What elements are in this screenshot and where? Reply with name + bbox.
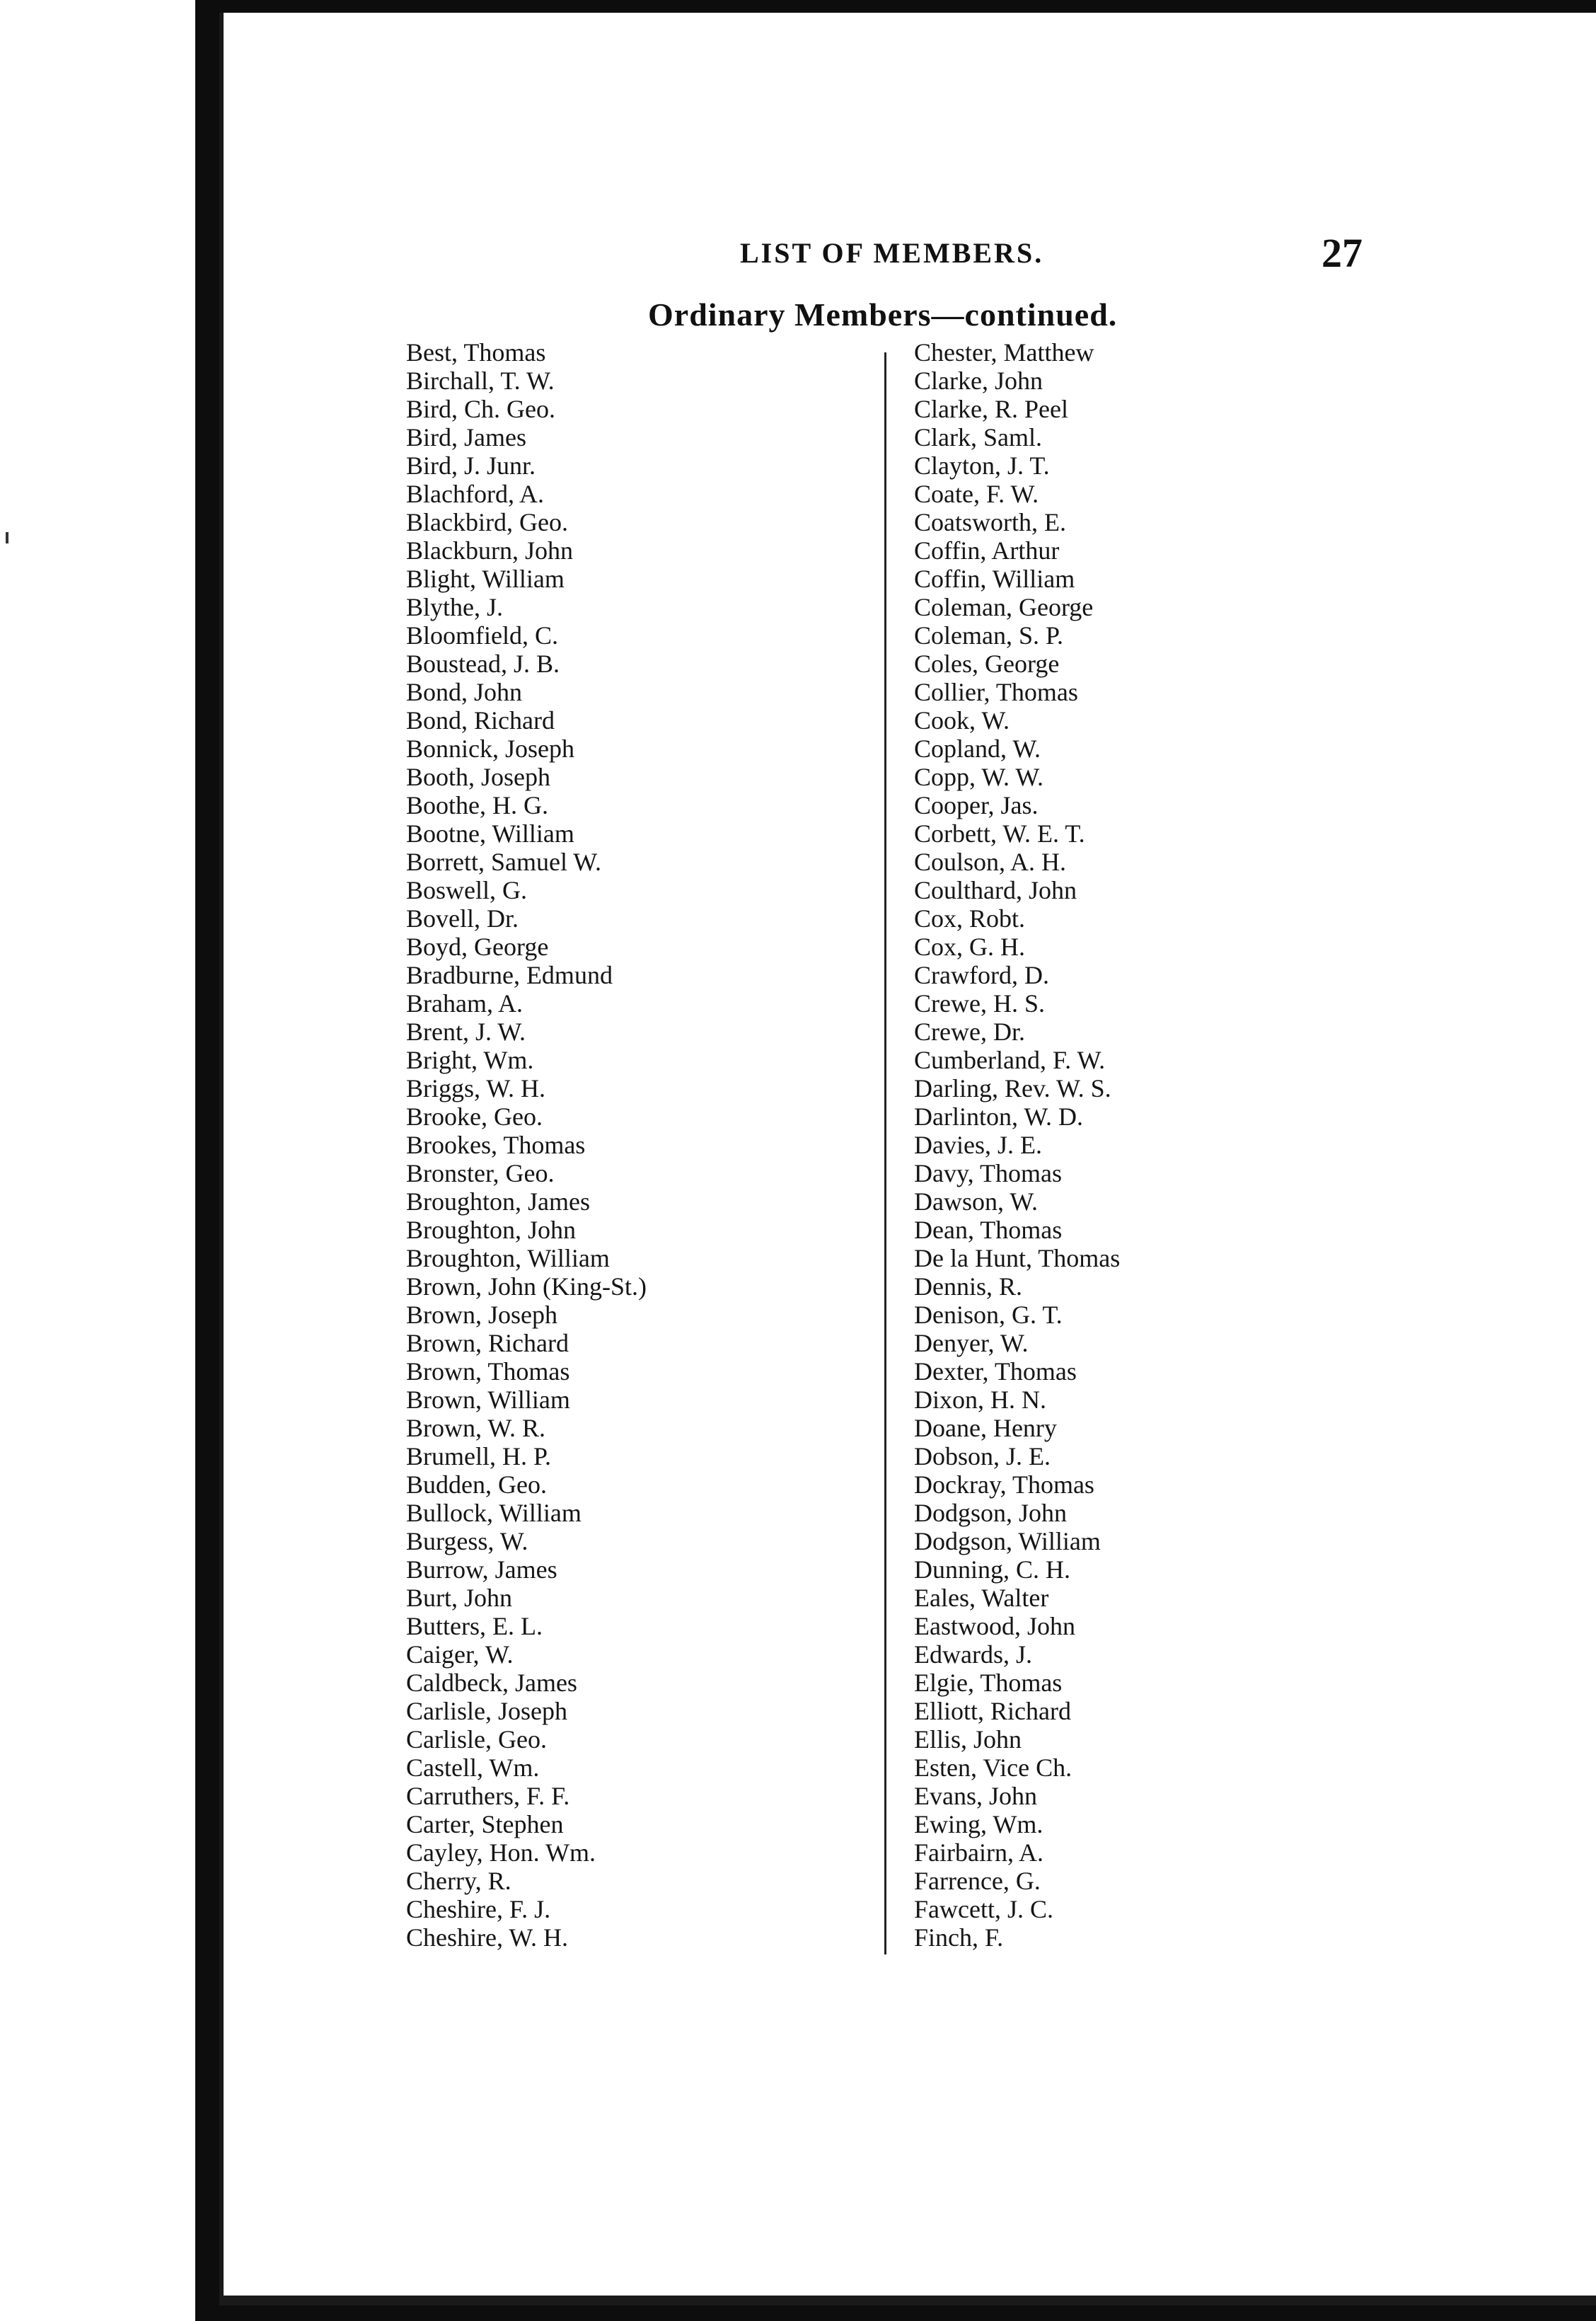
member-entry: Brown, Richard bbox=[406, 1329, 569, 1357]
member-entry: Bird, Ch. Geo. bbox=[406, 395, 555, 423]
member-entry: Davy, Thomas bbox=[914, 1159, 1062, 1187]
member-entry: Cumberland, F. W. bbox=[914, 1046, 1106, 1074]
member-entry: Brumell, H. P. bbox=[406, 1442, 552, 1470]
member-entry: Blackburn, John bbox=[406, 536, 573, 565]
member-entry: Dixon, H. N. bbox=[914, 1386, 1046, 1414]
member-entry: Bradburne, Edmund bbox=[406, 961, 613, 989]
member-entry: Cayley, Hon. Wm. bbox=[406, 1838, 596, 1867]
facing-page-mark bbox=[6, 532, 8, 543]
member-entry: Borrett, Samuel W. bbox=[406, 848, 601, 876]
member-entry: Bond, Richard bbox=[406, 706, 555, 735]
member-entry: Brown, John (King-St.) bbox=[406, 1272, 647, 1301]
member-entry: Clark, Saml. bbox=[914, 423, 1042, 451]
member-entry: Boyd, George bbox=[406, 933, 549, 961]
member-entry: Broughton, James bbox=[406, 1187, 590, 1216]
member-entry: Cox, Robt. bbox=[914, 904, 1026, 933]
member-entry: Copland, W. bbox=[914, 735, 1041, 763]
member-entry: Brent, J. W. bbox=[406, 1018, 526, 1046]
member-entry: Crewe, Dr. bbox=[914, 1018, 1025, 1046]
page-bottom-edge bbox=[224, 2296, 1596, 2305]
member-entry: Budden, Geo. bbox=[406, 1470, 547, 1499]
member-entry: Boothe, H. G. bbox=[406, 791, 548, 819]
member-entry: Coffin, William bbox=[914, 565, 1075, 593]
member-entry: Birchall, T. W. bbox=[406, 367, 555, 395]
member-entry: Brown, W. R. bbox=[406, 1414, 546, 1442]
column-divider bbox=[884, 352, 886, 1954]
member-entry: Clayton, J. T. bbox=[914, 451, 1050, 480]
member-entry: Briggs, W. H. bbox=[406, 1074, 546, 1102]
members-column-left bbox=[406, 338, 647, 1952]
member-entry: Crawford, D. bbox=[914, 961, 1049, 989]
member-entry: Dexter, Thomas bbox=[914, 1357, 1077, 1386]
member-entry: Blight, William bbox=[406, 565, 565, 593]
member-entry: Corbett, W. E. T. bbox=[914, 819, 1085, 848]
member-entry: Dawson, W. bbox=[914, 1187, 1039, 1216]
member-entry: Dodgson, John bbox=[914, 1499, 1068, 1527]
member-entry: Evans, John bbox=[914, 1782, 1037, 1810]
member-entry: Bloomfield, C. bbox=[406, 621, 558, 650]
member-entry: Caldbeck, James bbox=[406, 1669, 577, 1697]
member-entry: Bird, J. Junr. bbox=[406, 451, 536, 480]
facing-page-edge bbox=[0, 0, 219, 2321]
member-entry: Dean, Thomas bbox=[914, 1216, 1063, 1244]
member-entry: Bird, James bbox=[406, 423, 526, 451]
member-entry: Denison, G. T. bbox=[914, 1301, 1063, 1329]
member-entry: Dunning, C. H. bbox=[914, 1555, 1071, 1584]
member-entry: Coles, George bbox=[914, 650, 1060, 678]
member-entry: Carter, Stephen bbox=[406, 1810, 564, 1838]
member-entry: Castell, Wm. bbox=[406, 1753, 540, 1782]
member-entry: Elliott, Richard bbox=[914, 1697, 1071, 1725]
member-entry: Coate, F. W. bbox=[914, 480, 1039, 508]
member-entry: Cheshire, W. H. bbox=[406, 1923, 568, 1952]
member-entry: Boswell, G. bbox=[406, 876, 527, 904]
page-number: 27 bbox=[1322, 230, 1363, 276]
member-entry: Bond, John bbox=[406, 678, 523, 706]
member-entry: Collier, Thomas bbox=[914, 678, 1078, 706]
member-entry: Coleman, George bbox=[914, 593, 1094, 621]
member-entry: Farrence, G. bbox=[914, 1867, 1041, 1895]
member-entry: Bullock, William bbox=[406, 1499, 582, 1527]
member-entry: Davies, J. E. bbox=[914, 1131, 1042, 1159]
member-entry: Brookes, Thomas bbox=[406, 1131, 586, 1159]
member-entry: Dennis, R. bbox=[914, 1272, 1022, 1301]
member-entry: Boustead, J. B. bbox=[406, 650, 560, 678]
member-entry: Cherry, R. bbox=[406, 1867, 511, 1895]
member-entry: Coulthard, John bbox=[914, 876, 1077, 904]
member-entry: Ellis, John bbox=[914, 1725, 1022, 1753]
member-entry: Blachford, A. bbox=[406, 480, 544, 508]
member-entry: Clarke, R. Peel bbox=[914, 395, 1068, 423]
member-entry: Best, Thomas bbox=[406, 338, 546, 367]
member-entry: Dodgson, William bbox=[914, 1527, 1101, 1555]
member-entry: Brooke, Geo. bbox=[406, 1102, 543, 1131]
member-entry: Crewe, H. S. bbox=[914, 989, 1045, 1018]
member-entry: Finch, F. bbox=[914, 1923, 1004, 1952]
member-entry: Broughton, William bbox=[406, 1244, 610, 1272]
member-entry: Butters, E. L. bbox=[406, 1612, 543, 1640]
member-entry: Blythe, J. bbox=[406, 593, 504, 621]
member-entry: Dobson, J. E. bbox=[914, 1442, 1051, 1470]
member-entry: Burgess, W. bbox=[406, 1527, 528, 1555]
member-entry: Eastwood, John bbox=[914, 1612, 1075, 1640]
member-entry: Bovell, Dr. bbox=[406, 904, 519, 933]
member-entry: Copp, W. W. bbox=[914, 763, 1044, 791]
member-entry: Cheshire, F. J. bbox=[406, 1895, 551, 1923]
member-entry: Coatsworth, E. bbox=[914, 508, 1066, 536]
member-entry: Fawcett, J. C. bbox=[914, 1895, 1053, 1923]
member-entry: Eales, Walter bbox=[914, 1584, 1049, 1612]
binding-shadow bbox=[195, 0, 219, 2321]
member-entry: Dockray, Thomas bbox=[914, 1470, 1094, 1499]
member-entry: Bright, Wm. bbox=[406, 1046, 534, 1074]
member-entry: Chester, Matthew bbox=[914, 338, 1094, 367]
member-entry: Carlisle, Joseph bbox=[406, 1697, 567, 1725]
member-entry: Denyer, W. bbox=[914, 1329, 1029, 1357]
section-title: Ordinary Members—continued. bbox=[648, 296, 1118, 333]
member-entry: Brown, William bbox=[406, 1386, 570, 1414]
member-entry: Fairbairn, A. bbox=[914, 1838, 1043, 1867]
member-entry: Coffin, Arthur bbox=[914, 536, 1060, 565]
member-entry: Carlisle, Geo. bbox=[406, 1725, 547, 1753]
member-entry: Bronster, Geo. bbox=[406, 1159, 555, 1187]
running-head: LIST OF MEMBERS. bbox=[740, 237, 1044, 269]
member-entry: Carruthers, F. F. bbox=[406, 1782, 570, 1810]
member-entry: Brown, Thomas bbox=[406, 1357, 570, 1386]
member-entry: Braham, A. bbox=[406, 989, 523, 1018]
member-entry: De la Hunt, Thomas bbox=[914, 1244, 1121, 1272]
member-entry: Darlinton, W. D. bbox=[914, 1102, 1083, 1131]
member-entry: Ewing, Wm. bbox=[914, 1810, 1043, 1838]
member-entry: Coleman, S. P. bbox=[914, 621, 1064, 650]
member-entry: Brown, Joseph bbox=[406, 1301, 557, 1329]
member-entry: Bootne, William bbox=[406, 819, 574, 848]
member-entry: Cooper, Jas. bbox=[914, 791, 1039, 819]
member-entry: Coulson, A. H. bbox=[914, 848, 1067, 876]
member-entry: Edwards, J. bbox=[914, 1640, 1032, 1669]
member-entry: Blackbird, Geo. bbox=[406, 508, 568, 536]
member-entry: Bonnick, Joseph bbox=[406, 735, 574, 763]
member-entry: Doane, Henry bbox=[914, 1414, 1057, 1442]
member-entry: Burrow, James bbox=[406, 1555, 557, 1584]
member-entry: Esten, Vice Ch. bbox=[914, 1753, 1072, 1782]
member-entry: Cook, W. bbox=[914, 706, 1010, 735]
member-entry: Clarke, John bbox=[914, 367, 1043, 395]
member-entry: Elgie, Thomas bbox=[914, 1669, 1063, 1697]
member-entry: Broughton, John bbox=[406, 1216, 577, 1244]
member-entry: Burt, John bbox=[406, 1584, 513, 1612]
book-page bbox=[219, 13, 1596, 2305]
member-entry: Caiger, W. bbox=[406, 1640, 514, 1669]
members-column-right bbox=[914, 338, 1120, 1952]
member-entry: Booth, Joseph bbox=[406, 763, 551, 791]
member-entry: Cox, G. H. bbox=[914, 933, 1026, 961]
member-entry: Darling, Rev. W. S. bbox=[914, 1074, 1111, 1102]
